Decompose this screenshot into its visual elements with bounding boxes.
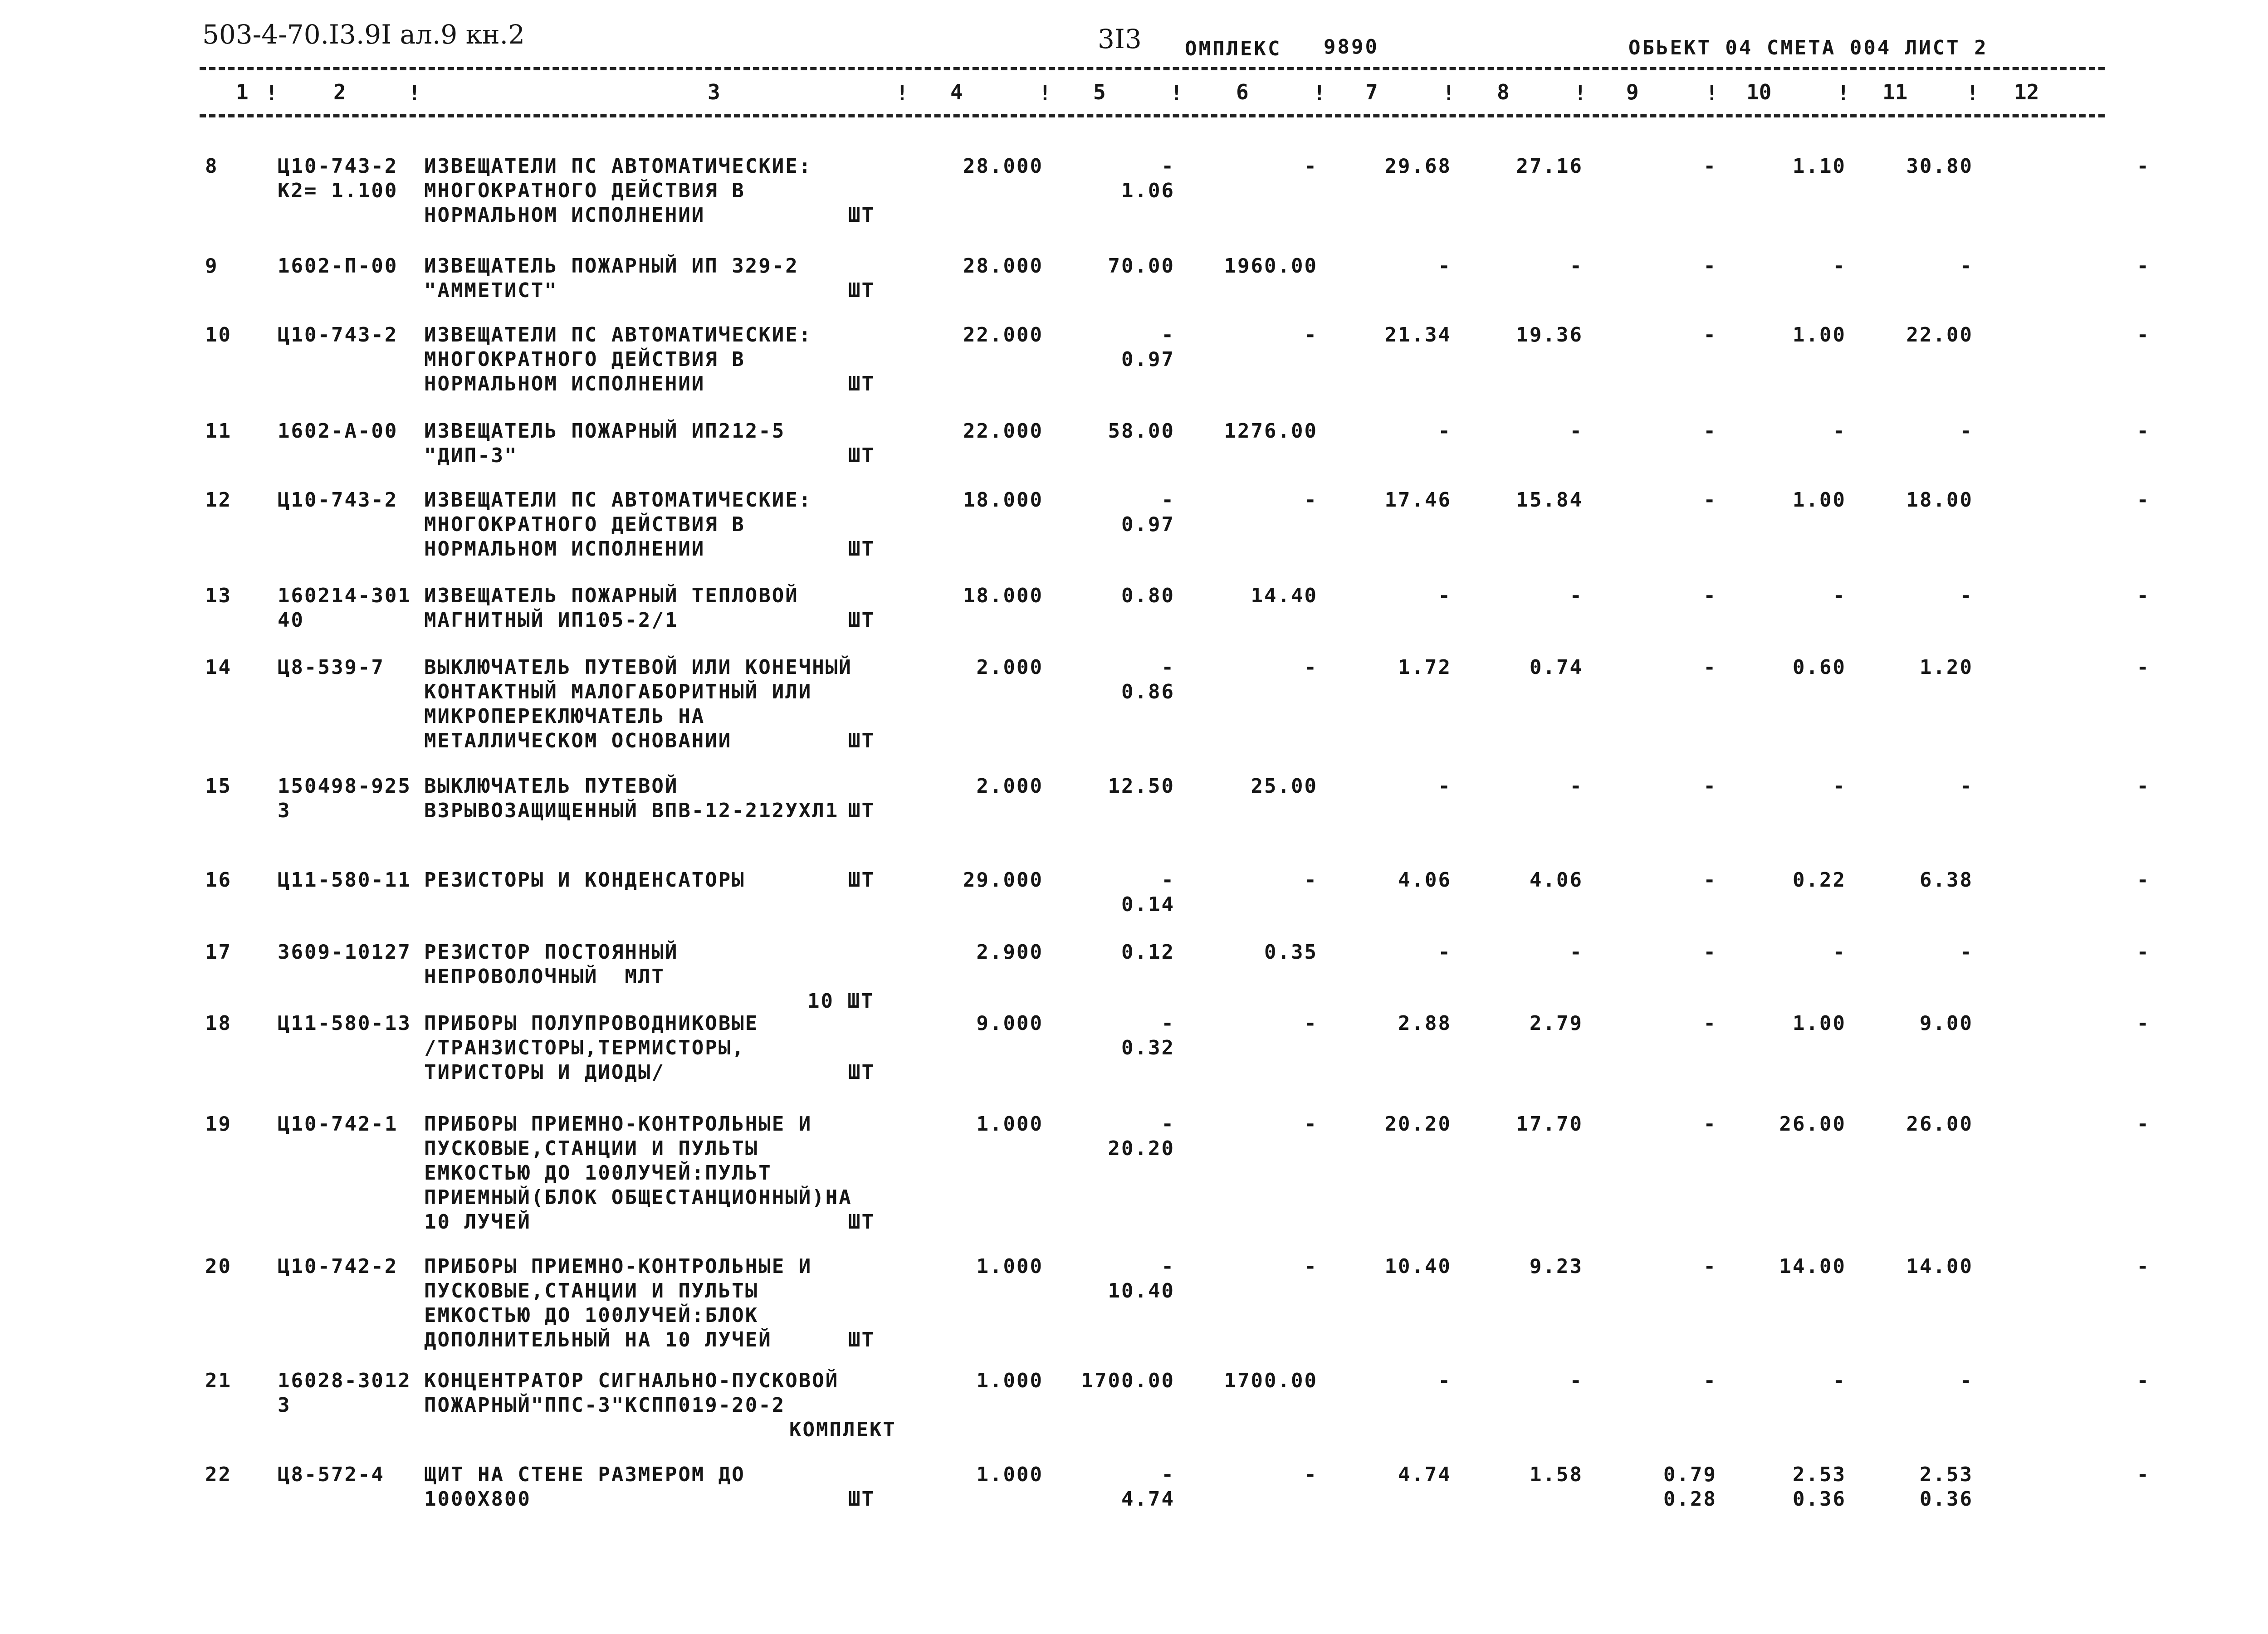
value-col-5: - 4.74	[1121, 1463, 1175, 1511]
row-number: 10	[205, 323, 232, 346]
value-col-5: - 0.97	[1121, 488, 1175, 536]
value-col-10: 0.60	[1793, 656, 1846, 679]
value-col-11: 18.00	[1906, 488, 1973, 512]
value-col-6: -	[1304, 488, 1318, 512]
item-description: РЕЗИСТОРЫ И КОНДЕНСАТОРЫ	[424, 868, 745, 892]
value-col-10: 2.53 0.36	[1793, 1463, 1846, 1511]
rate-code: Ц8-572-4	[278, 1463, 385, 1486]
value-col-8: 4.06	[1530, 868, 1583, 892]
object-estimate-sheet-label: ОБЬЕКТ 04 СМЕТА 004 ЛИСТ 2	[1628, 36, 1988, 59]
value-col-12: -	[2136, 1012, 2150, 1035]
row-number: 17	[205, 941, 232, 964]
value-col-7: 4.06	[1398, 868, 1452, 892]
item-description: ИЗВЕЩАТЕЛЬ ПОЖАРНЫЙ ТЕПЛОВОЙ МАГНИТНЫЙ ИП105-2/1	[424, 584, 799, 632]
rate-code: 150498-925 3	[278, 775, 411, 822]
row-number: 12	[205, 488, 232, 512]
unit-of-measure: ШТ	[848, 372, 875, 395]
value-col-8: -	[1569, 419, 1583, 443]
column-separator: !	[408, 81, 421, 105]
column-header-11: 11	[1882, 80, 1908, 104]
value-col-10: -	[1833, 775, 1846, 798]
value-col-12: -	[2136, 323, 2150, 346]
value-col-7: 21.34	[1384, 323, 1452, 346]
value-col-6: 14.40	[1251, 584, 1318, 607]
value-col-9: -	[1703, 323, 1717, 346]
value-col-8: 19.36	[1516, 323, 1583, 346]
value-col-8: 1.58	[1530, 1463, 1583, 1486]
column-header-8: 8	[1497, 80, 1510, 104]
item-description: ПРИБОРЫ ПРИЕМНО-КОНТРОЛЬНЫЕ И ПУСКОВЫЕ,СТАНЦИИ И ПУЛЬТЫ ЕМКОСТЬЮ ДО 100ЛУЧЕЙ:ПУЛЬТ ПРИЕМНЫЙ(БЛОК ОБЩЕСТАНЦИОННЫЙ)НА 10 ЛУЧЕЙ	[424, 1112, 852, 1234]
value-col-4: 1.000	[976, 1369, 1043, 1392]
value-col-4: 2.900	[976, 941, 1043, 964]
value-col-11: -	[1960, 1369, 1973, 1392]
document-id: 503-4-70.I3.9I ал.9 кн.2	[202, 19, 525, 50]
unit-of-measure: ШТ	[848, 1061, 875, 1084]
value-col-12: -	[2136, 488, 2150, 512]
value-col-6: -	[1304, 323, 1318, 346]
column-header-10: 10	[1746, 80, 1772, 104]
value-col-9: -	[1703, 419, 1717, 443]
row-number: 8	[205, 155, 219, 178]
row-number: 19	[205, 1112, 232, 1136]
value-col-9: -	[1703, 656, 1717, 679]
value-col-7: -	[1438, 584, 1452, 607]
value-col-7: -	[1438, 419, 1452, 443]
value-col-11: 22.00	[1906, 323, 1973, 346]
column-separator: !	[896, 81, 909, 105]
value-col-7: -	[1438, 254, 1452, 278]
value-col-11: 30.80	[1906, 155, 1973, 178]
value-col-5: 58.00	[1108, 419, 1175, 443]
unit-of-measure: ШТ	[848, 609, 875, 632]
value-col-9: -	[1703, 155, 1717, 178]
value-col-8: 27.16	[1516, 155, 1583, 178]
value-col-8: -	[1569, 775, 1583, 798]
unit-of-measure: ШТ	[848, 868, 875, 892]
row-number: 20	[205, 1255, 232, 1278]
value-col-10: -	[1833, 584, 1846, 607]
value-col-8: -	[1569, 254, 1583, 278]
value-col-6: 1276.00	[1224, 419, 1318, 443]
value-col-10: 1.00	[1793, 488, 1846, 512]
value-col-9: -	[1703, 254, 1717, 278]
value-col-4: 9.000	[976, 1012, 1043, 1035]
value-col-8: -	[1569, 941, 1583, 964]
item-description: ИЗВЕЩАТЕЛЬ ПОЖАРНЫЙ ИП212-5 "ДИП-3"	[424, 419, 786, 467]
value-col-6: -	[1304, 1255, 1318, 1278]
value-col-7: -	[1438, 1369, 1452, 1392]
column-header-12: 12	[2014, 80, 2039, 104]
item-description: ВЫКЛЮЧАТЕЛЬ ПУТЕВОЙ ВЗРЫВОЗАЩИЩЕННЫЙ ВПВ-12-212УХЛ1	[424, 775, 839, 822]
value-col-4: 1.000	[976, 1255, 1043, 1278]
value-col-11: -	[1960, 419, 1973, 443]
unit-of-measure: ШТ	[848, 729, 875, 752]
value-col-6: -	[1304, 1012, 1318, 1035]
value-col-10: 1.10	[1793, 155, 1846, 178]
unit-of-measure: ШТ	[848, 799, 875, 822]
header-rule-bottom	[200, 114, 2105, 117]
value-col-12: -	[2136, 868, 2150, 892]
item-description: КОНЦЕНТРАТОР СИГНАЛЬНО-ПУСКОВОЙ ПОЖАРНЫЙ"ППС-3"КСПП019-20-2	[424, 1369, 839, 1417]
value-col-8: -	[1569, 1369, 1583, 1392]
value-col-6: -	[1304, 1112, 1318, 1136]
value-col-10: -	[1833, 1369, 1846, 1392]
rate-code: Ц8-539-7	[278, 656, 385, 679]
system-label: ОМПЛЕКС	[1185, 37, 1282, 60]
value-col-7: 17.46	[1384, 488, 1452, 512]
column-separator: !	[1313, 81, 1326, 105]
value-col-5: - 20.20	[1108, 1112, 1175, 1160]
value-col-7: -	[1438, 941, 1452, 964]
column-separator: !	[1837, 81, 1850, 105]
value-col-9: -	[1703, 941, 1717, 964]
value-col-4: 18.000	[963, 584, 1043, 607]
value-col-12: -	[2136, 1463, 2150, 1486]
column-separator: !	[1039, 81, 1051, 105]
column-header-5: 5	[1093, 80, 1106, 104]
column-separator: !	[1170, 81, 1183, 105]
rate-code: Ц10-742-2	[278, 1255, 398, 1278]
value-col-5: 12.50	[1108, 775, 1175, 798]
value-col-8: -	[1569, 584, 1583, 607]
value-col-12: -	[2136, 254, 2150, 278]
column-header-6: 6	[1236, 80, 1249, 104]
rate-code: Ц10-743-2	[278, 488, 398, 512]
column-separator: !	[1442, 81, 1455, 105]
value-col-9: -	[1703, 775, 1717, 798]
value-col-12: -	[2136, 1112, 2150, 1136]
value-col-7: 1.72	[1398, 656, 1452, 679]
value-col-5: - 0.97	[1121, 323, 1175, 371]
rate-code: Ц10-743-2 К2= 1.100	[278, 155, 398, 202]
column-header-7: 7	[1365, 80, 1378, 104]
value-col-10: 14.00	[1779, 1255, 1846, 1278]
value-col-10: 26.00	[1779, 1112, 1846, 1136]
value-col-4: 28.000	[963, 254, 1043, 278]
value-col-6: 1960.00	[1224, 254, 1318, 278]
rate-code: 160214-301 40	[278, 584, 411, 632]
value-col-12: -	[2136, 656, 2150, 679]
column-header-3: 3	[708, 80, 720, 104]
row-number: 22	[205, 1463, 232, 1486]
value-col-4: 29.000	[963, 868, 1043, 892]
row-number: 16	[205, 868, 232, 892]
value-col-12: -	[2136, 584, 2150, 607]
value-col-5: 70.00	[1108, 254, 1175, 278]
column-separator: !	[1574, 81, 1587, 105]
unit-of-measure: КОМПЛЕКТ	[789, 1418, 896, 1441]
item-description: ЩИТ НА СТЕНЕ РАЗМЕРОМ ДО 1000Х800	[424, 1463, 745, 1511]
item-description: ИЗВЕЩАТЕЛЬ ПОЖАРНЫЙ ИП 329-2 "АММЕТИСТ"	[424, 254, 799, 302]
row-number: 9	[205, 254, 219, 278]
item-description: ИЗВЕЩАТЕЛИ ПС АВТОМАТИЧЕСКИЕ: МНОГОКРАТНОГО ДЕЙСТВИЯ В НОРМАЛЬНОМ ИСПОЛНЕНИИ	[424, 323, 812, 395]
value-col-7: 10.40	[1384, 1255, 1452, 1278]
item-description: ИЗВЕЩАТЕЛИ ПС АВТОМАТИЧЕСКИЕ: МНОГОКРАТНОГО ДЕЙСТВИЯ В НОРМАЛЬНОМ ИСПОЛНЕНИИ	[424, 488, 812, 561]
value-col-10: 0.22	[1793, 868, 1846, 892]
value-col-12: -	[2136, 419, 2150, 443]
unit-of-measure: ШТ	[848, 444, 875, 467]
value-col-11: 6.38	[1920, 868, 1973, 892]
page-number: 3I3	[1098, 24, 1142, 54]
column-header-9: 9	[1626, 80, 1639, 104]
value-col-8: 2.79	[1530, 1012, 1583, 1035]
value-col-4: 1.000	[976, 1112, 1043, 1136]
value-col-11: -	[1960, 584, 1973, 607]
rate-code: 1602-П-00	[278, 254, 398, 278]
value-col-11: -	[1960, 775, 1973, 798]
value-col-10: -	[1833, 941, 1846, 964]
value-col-4: 18.000	[963, 488, 1043, 512]
value-col-8: 15.84	[1516, 488, 1583, 512]
column-header-4: 4	[950, 80, 963, 104]
value-col-11: 1.20	[1920, 656, 1973, 679]
value-col-6: 0.35	[1264, 941, 1318, 964]
row-number: 21	[205, 1369, 232, 1392]
unit-of-measure: ШТ	[848, 204, 875, 227]
value-col-7: -	[1438, 775, 1452, 798]
value-col-7: 2.88	[1398, 1012, 1452, 1035]
value-col-9: -	[1703, 1255, 1717, 1278]
rate-code: Ц10-742-1	[278, 1112, 398, 1136]
rate-code: 3609-10127	[278, 941, 411, 964]
value-col-11: 14.00	[1906, 1255, 1973, 1278]
value-col-9: -	[1703, 488, 1717, 512]
unit-of-measure: ШТ	[848, 1210, 875, 1234]
value-col-10: 1.00	[1793, 323, 1846, 346]
value-col-4: 1.000	[976, 1463, 1043, 1486]
value-col-12: -	[2136, 775, 2150, 798]
value-col-4: 22.000	[963, 323, 1043, 346]
value-col-12: -	[2136, 1369, 2150, 1392]
item-description: ПРИБОРЫ ПОЛУПРОВОДНИКОВЫЕ /ТРАНЗИСТОРЫ,ТЕРМИСТОРЫ, ТИРИСТОРЫ И ДИОДЫ/	[424, 1012, 759, 1084]
row-number: 15	[205, 775, 232, 798]
row-number: 18	[205, 1012, 232, 1035]
value-col-6: -	[1304, 656, 1318, 679]
value-col-8: 17.70	[1516, 1112, 1583, 1136]
value-col-9: -	[1703, 1012, 1717, 1035]
value-col-7: 20.20	[1384, 1112, 1452, 1136]
value-col-8: 9.23	[1530, 1255, 1583, 1278]
value-col-10: 1.00	[1793, 1012, 1846, 1035]
unit-of-measure: ШТ	[848, 1328, 875, 1351]
value-col-4: 2.000	[976, 775, 1043, 798]
value-col-8: 0.74	[1530, 656, 1583, 679]
value-col-6: -	[1304, 155, 1318, 178]
rate-code: Ц11-580-13	[278, 1012, 411, 1035]
unit-of-measure: 10 ШТ	[807, 990, 875, 1013]
value-col-4: 22.000	[963, 419, 1043, 443]
value-col-7: 29.68	[1384, 155, 1452, 178]
value-col-5: 0.80	[1121, 584, 1175, 607]
value-col-5: - 0.14	[1121, 868, 1175, 916]
value-col-9: -	[1703, 1369, 1717, 1392]
row-number: 13	[205, 584, 232, 607]
value-col-11: -	[1960, 254, 1973, 278]
value-col-5: - 1.06	[1121, 155, 1175, 202]
row-number: 11	[205, 419, 232, 443]
value-col-11: 26.00	[1906, 1112, 1973, 1136]
item-description: ПРИБОРЫ ПРИЕМНО-КОНТРОЛЬНЫЕ И ПУСКОВЫЕ,СТАНЦИИ И ПУЛЬТЫ ЕМКОСТЬЮ ДО 100ЛУЧЕЙ:БЛОК ДОПОЛНИТЕЛЬНЫЙ НА 10 ЛУЧЕЙ	[424, 1255, 812, 1351]
header-rule-top	[200, 67, 2105, 70]
value-col-7: 4.74	[1398, 1463, 1452, 1486]
rate-code: 1602-А-00	[278, 419, 398, 443]
value-col-12: -	[2136, 941, 2150, 964]
item-description: ИЗВЕЩАТЕЛИ ПС АВТОМАТИЧЕСКИЕ: МНОГОКРАТНОГО ДЕЙСТВИЯ В НОРМАЛЬНОМ ИСПОЛНЕНИИ	[424, 155, 812, 227]
row-number: 14	[205, 656, 232, 679]
column-separator: !	[265, 81, 278, 105]
rate-code: Ц11-580-11	[278, 868, 411, 892]
value-col-5: - 0.86	[1121, 656, 1175, 703]
rate-code: Ц10-743-2	[278, 323, 398, 346]
value-col-6: 1700.00	[1224, 1369, 1318, 1392]
column-header-2: 2	[333, 80, 346, 104]
value-col-5: - 0.32	[1121, 1012, 1175, 1059]
column-separator: !	[1966, 81, 1979, 105]
value-col-9: -	[1703, 1112, 1717, 1136]
value-col-10: -	[1833, 254, 1846, 278]
value-col-12: -	[2136, 155, 2150, 178]
value-col-6: 25.00	[1251, 775, 1318, 798]
value-col-4: 2.000	[976, 656, 1043, 679]
unit-of-measure: ШТ	[848, 537, 875, 561]
value-col-6: -	[1304, 1463, 1318, 1486]
system-code: 9890	[1324, 35, 1379, 59]
value-col-11: 2.53 0.36	[1920, 1463, 1973, 1511]
value-col-5: 0.12	[1121, 941, 1175, 964]
value-col-9: 0.79 0.28	[1663, 1463, 1717, 1511]
column-header-1: 1	[236, 80, 249, 104]
value-col-12: -	[2136, 1255, 2150, 1278]
item-description: РЕЗИСТОР ПОСТОЯННЫЙ НЕПРОВОЛОЧНЫЙ МЛТ	[424, 941, 679, 988]
unit-of-measure: ШТ	[848, 279, 875, 302]
value-col-5: - 10.40	[1108, 1255, 1175, 1302]
value-col-10: -	[1833, 419, 1846, 443]
value-col-9: -	[1703, 584, 1717, 607]
value-col-6: -	[1304, 868, 1318, 892]
value-col-11: -	[1960, 941, 1973, 964]
value-col-4: 28.000	[963, 155, 1043, 178]
item-description: ВЫКЛЮЧАТЕЛЬ ПУТЕВОЙ ИЛИ КОНЕЧНЫЙ КОНТАКТНЫЙ МАЛОГАБОРИТНЫЙ ИЛИ МИКРОПЕРЕКЛЮЧАТЕЛЬ НА МЕТАЛЛИЧЕСКОМ ОСНОВАНИИ	[424, 656, 852, 752]
column-separator: !	[1706, 81, 1718, 105]
rate-code: 16028-3012 3	[278, 1369, 411, 1417]
value-col-5: 1700.00	[1081, 1369, 1175, 1392]
value-col-9: -	[1703, 868, 1717, 892]
unit-of-measure: ШТ	[848, 1488, 875, 1511]
value-col-11: 9.00	[1920, 1012, 1973, 1035]
